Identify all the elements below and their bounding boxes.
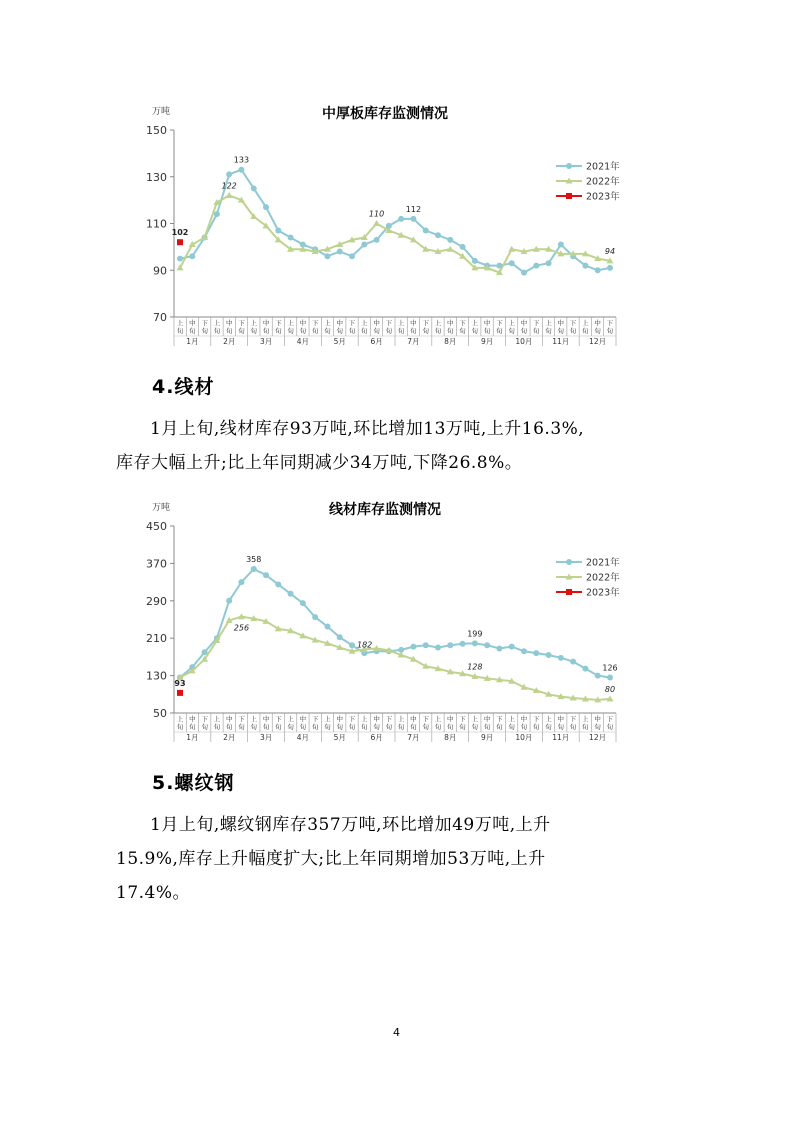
x-period-label-top: 下 — [569, 319, 577, 327]
x-period-label-top: 下 — [569, 715, 577, 723]
x-period-label-top: 下 — [201, 715, 208, 723]
y-tick-label: 110 — [146, 217, 167, 231]
x-period-label-bottom: 旬 — [545, 723, 552, 731]
x-month-label: 11月 — [552, 337, 570, 346]
x-period-label-bottom: 旬 — [459, 327, 466, 335]
section5-line-3: 17.4%。 — [116, 883, 191, 903]
x-period-label-top: 下 — [348, 715, 356, 723]
data-point — [582, 263, 588, 269]
data-point — [570, 659, 576, 665]
data-point — [177, 256, 183, 262]
wire-rod-inventory-chart-svg — [0, 492, 793, 742]
x-period-label-top: 中 — [336, 319, 343, 327]
section5-line-1: 1月上旬,螺纹钢库存357万吨,环比增加49万吨,上升 — [150, 815, 551, 835]
data-label: 102 — [171, 228, 189, 238]
x-period-label-top: 上 — [545, 319, 552, 327]
data-point — [288, 235, 294, 241]
data-point — [337, 634, 343, 640]
data-point — [546, 260, 552, 266]
data-label: 128 — [467, 662, 483, 672]
data-point — [312, 614, 318, 620]
data-point — [177, 690, 183, 696]
x-period-label-bottom: 旬 — [447, 327, 454, 335]
x-period-label-top: 上 — [250, 319, 258, 327]
x-period-label-top: 中 — [226, 319, 233, 327]
data-label: 126 — [602, 663, 618, 673]
x-period-label-top: 上 — [287, 319, 294, 327]
x-period-label-bottom: 旬 — [471, 327, 479, 335]
x-month-label: 11月 — [552, 733, 570, 742]
section5-line-2: 15.9%,库存上升幅度扩大;比上年同期增加53万吨,上升 — [116, 849, 546, 869]
x-period-label-top: 下 — [385, 319, 393, 327]
x-period-label-top: 中 — [373, 715, 380, 723]
x-period-label-bottom: 旬 — [213, 723, 221, 731]
x-period-label-top: 中 — [262, 319, 270, 327]
data-point — [533, 263, 539, 269]
data-label: 93 — [174, 678, 186, 688]
plate-inventory-chart — [0, 96, 793, 346]
data-point — [349, 253, 355, 259]
x-period-label-bottom: 旬 — [557, 327, 564, 335]
x-period-label-top: 上 — [287, 715, 294, 723]
x-period-label-bottom: 旬 — [410, 723, 417, 731]
x-month-label: 5月 — [333, 337, 346, 346]
x-period-label-top: 下 — [311, 319, 319, 327]
x-period-label-top: 中 — [557, 715, 564, 723]
page-number: 4 — [393, 1026, 400, 1039]
x-period-label-bottom: 旬 — [520, 327, 528, 335]
x-period-label-top: 中 — [483, 319, 491, 327]
data-point — [509, 260, 515, 266]
data-label: 112 — [405, 204, 422, 214]
x-period-label-top: 中 — [262, 715, 270, 723]
data-point — [275, 228, 281, 234]
y-tick-label: 370 — [146, 557, 167, 571]
x-period-label-top: 下 — [532, 715, 540, 723]
data-point — [521, 648, 527, 654]
x-period-label-bottom: 旬 — [189, 723, 196, 731]
x-period-label-bottom: 旬 — [471, 723, 479, 731]
data-point — [226, 598, 232, 604]
x-period-label-top: 上 — [471, 319, 479, 327]
x-period-label-bottom: 旬 — [569, 723, 577, 731]
data-point — [275, 581, 281, 587]
legend-marker — [566, 559, 572, 565]
data-point — [460, 244, 466, 250]
x-period-label-top: 中 — [594, 319, 601, 327]
x-period-label-bottom: 旬 — [397, 723, 405, 731]
x-period-label-bottom: 旬 — [594, 723, 601, 731]
x-period-label-bottom: 旬 — [361, 723, 368, 731]
x-period-label-top: 中 — [410, 319, 417, 327]
x-month-label: 6月 — [370, 733, 383, 742]
wire-rod-inventory-chart — [0, 492, 793, 742]
x-period-label-top: 下 — [311, 715, 319, 723]
x-period-label-top: 下 — [201, 319, 208, 327]
x-period-label-top: 中 — [373, 319, 380, 327]
x-month-label: 9月 — [480, 337, 494, 346]
x-period-label-top: 中 — [336, 715, 343, 723]
x-period-label-top: 上 — [545, 715, 552, 723]
section4-paragraph — [116, 412, 686, 480]
x-month-label: 9月 — [480, 733, 494, 742]
x-period-label-top: 中 — [594, 715, 601, 723]
data-label: 133 — [233, 155, 250, 165]
x-period-label-bottom: 旬 — [594, 327, 601, 335]
data-point — [251, 185, 257, 191]
x-period-label-top: 下 — [385, 715, 393, 723]
x-period-label-bottom: 旬 — [311, 327, 319, 335]
section4-line-2: 库存大幅上升;比上年同期减少34万吨,下降26.8%。 — [116, 453, 523, 473]
x-period-label-bottom: 旬 — [385, 327, 393, 335]
x-month-label: 1月 — [186, 337, 199, 346]
x-period-label-bottom: 旬 — [496, 327, 503, 335]
x-month-label: 2月 — [223, 337, 236, 346]
x-period-label-bottom: 旬 — [569, 327, 577, 335]
x-period-label-top: 下 — [459, 715, 466, 723]
x-period-label-top: 下 — [348, 319, 356, 327]
data-point — [288, 591, 294, 597]
x-period-label-bottom: 旬 — [226, 723, 233, 731]
x-period-label-bottom: 旬 — [287, 327, 294, 335]
section4-line-1: 1月上旬,线材库存93万吨,环比增加13万吨,上升16.3%, — [150, 419, 585, 439]
x-period-label-top: 上 — [397, 319, 405, 327]
data-point — [324, 624, 330, 630]
x-month-label: 5月 — [333, 733, 346, 742]
x-period-label-bottom: 旬 — [459, 723, 466, 731]
x-period-label-top: 上 — [397, 715, 405, 723]
x-period-label-bottom: 旬 — [275, 723, 282, 731]
x-period-label-bottom: 旬 — [176, 327, 184, 335]
data-point — [238, 579, 244, 585]
x-month-label: 3月 — [259, 337, 273, 346]
x-period-label-top: 下 — [275, 319, 282, 327]
x-period-label-bottom: 旬 — [238, 723, 245, 731]
x-period-label-top: 下 — [496, 715, 503, 723]
x-period-label-bottom: 旬 — [397, 327, 405, 335]
data-point — [595, 267, 601, 273]
x-month-label: 2月 — [223, 733, 236, 742]
data-point — [521, 270, 527, 276]
data-point — [595, 673, 601, 679]
x-period-label-bottom: 旬 — [287, 723, 294, 731]
data-label: 110 — [368, 209, 385, 219]
data-point — [472, 258, 478, 264]
x-period-label-bottom: 旬 — [348, 723, 356, 731]
x-month-label: 10月 — [515, 733, 533, 742]
x-period-label-top: 中 — [226, 715, 233, 723]
x-period-label-top: 下 — [275, 715, 282, 723]
x-period-label-top: 上 — [324, 715, 331, 723]
data-point — [447, 642, 453, 648]
x-month-label: 12月 — [589, 337, 607, 346]
legend-label: 2021年 — [586, 161, 620, 173]
x-month-label: 1月 — [186, 733, 199, 742]
data-point — [558, 655, 564, 661]
x-period-label-top: 下 — [238, 715, 245, 723]
y-tick-label: 450 — [146, 520, 167, 533]
x-period-label-bottom: 旬 — [226, 327, 233, 335]
x-period-label-top: 上 — [361, 715, 368, 723]
section5-heading: 5.螺纹钢 — [152, 772, 235, 794]
x-period-label-bottom: 旬 — [557, 723, 564, 731]
x-period-label-bottom: 旬 — [520, 723, 528, 731]
x-period-label-bottom: 旬 — [532, 327, 540, 335]
series-line-1 — [180, 195, 610, 272]
data-point — [423, 228, 429, 234]
x-period-label-top: 中 — [189, 715, 196, 723]
x-period-label-bottom: 旬 — [483, 723, 491, 731]
x-period-label-top: 下 — [238, 319, 245, 327]
data-point — [251, 566, 257, 572]
x-period-label-top: 上 — [213, 715, 221, 723]
data-point — [546, 652, 552, 658]
data-point — [558, 242, 564, 248]
data-point — [263, 572, 269, 578]
x-period-label-top: 上 — [434, 319, 442, 327]
x-period-label-bottom: 旬 — [336, 327, 343, 335]
x-month-label: 7月 — [407, 733, 420, 742]
y-tick-label: 130 — [146, 170, 167, 184]
legend-marker — [566, 163, 572, 169]
x-month-label: 12月 — [589, 733, 607, 742]
data-point — [226, 171, 232, 177]
data-point — [189, 253, 195, 259]
x-period-label-bottom: 旬 — [606, 723, 614, 731]
x-period-label-top: 上 — [582, 319, 589, 327]
x-period-label-bottom: 旬 — [311, 723, 319, 731]
x-period-label-bottom: 旬 — [582, 723, 589, 731]
data-point — [374, 237, 380, 243]
legend-label: 2023年 — [586, 191, 620, 203]
data-point — [373, 220, 380, 226]
x-period-label-top: 上 — [471, 715, 479, 723]
x-period-label-top: 中 — [189, 319, 196, 327]
x-period-label-bottom: 旬 — [508, 723, 515, 731]
chart-title: 线材库存监测情况 — [329, 502, 441, 518]
x-period-label-bottom: 旬 — [606, 327, 614, 335]
x-period-label-top: 下 — [422, 319, 429, 327]
x-period-label-top: 上 — [250, 715, 258, 723]
x-period-label-bottom: 旬 — [545, 327, 552, 335]
x-period-label-bottom: 旬 — [361, 327, 368, 335]
y-tick-label: 70 — [153, 311, 167, 324]
x-period-label-bottom: 旬 — [422, 723, 429, 731]
x-period-label-top: 中 — [520, 319, 528, 327]
data-point — [435, 232, 441, 238]
section4-heading: 4.线材 — [152, 376, 215, 398]
y-tick-label: 90 — [153, 264, 167, 278]
x-period-label-top: 上 — [176, 319, 184, 327]
x-month-label: 7月 — [407, 337, 420, 346]
data-point — [337, 249, 343, 255]
data-point — [509, 644, 515, 650]
data-label: 182 — [357, 640, 373, 650]
x-period-label-bottom: 旬 — [201, 327, 208, 335]
data-point — [472, 640, 478, 646]
x-period-label-bottom: 旬 — [250, 723, 258, 731]
x-month-label: 6月 — [370, 337, 383, 346]
data-label: 94 — [604, 246, 616, 256]
y-unit-label: 万吨 — [152, 107, 171, 117]
x-period-label-bottom: 旬 — [189, 327, 196, 335]
data-point — [214, 211, 220, 217]
chart-title: 中厚板库存监测情况 — [322, 106, 448, 122]
x-period-label-top: 下 — [532, 319, 540, 327]
data-point — [177, 239, 183, 245]
y-tick-label: 290 — [146, 594, 167, 608]
x-period-label-top: 中 — [299, 319, 307, 327]
x-month-label: 3月 — [259, 733, 273, 742]
x-period-label-bottom: 旬 — [262, 327, 270, 335]
x-period-label-top: 中 — [557, 319, 564, 327]
section5-paragraph — [116, 808, 686, 910]
x-period-label-bottom: 旬 — [250, 327, 258, 335]
data-point — [607, 265, 613, 271]
data-point — [398, 216, 404, 222]
data-point — [484, 642, 490, 648]
data-point — [349, 642, 355, 648]
data-point — [410, 216, 416, 222]
x-period-label-bottom: 旬 — [385, 723, 393, 731]
x-period-label-top: 下 — [459, 319, 466, 327]
y-tick-label: 210 — [146, 632, 167, 646]
x-period-label-top: 上 — [582, 715, 589, 723]
x-period-label-bottom: 旬 — [434, 723, 442, 731]
data-label: 256 — [233, 623, 250, 633]
x-period-label-top: 中 — [410, 715, 417, 723]
x-period-label-bottom: 旬 — [213, 327, 221, 335]
x-period-label-bottom: 旬 — [299, 327, 307, 335]
data-label: 80 — [604, 684, 616, 694]
data-point — [324, 253, 330, 259]
x-period-label-bottom: 旬 — [496, 723, 503, 731]
x-month-label: 4月 — [296, 733, 310, 742]
x-month-label: 8月 — [444, 733, 457, 742]
x-period-label-bottom: 旬 — [176, 723, 184, 731]
data-point — [496, 645, 502, 651]
x-period-label-bottom: 旬 — [582, 327, 589, 335]
x-month-label: 4月 — [296, 337, 310, 346]
x-period-label-top: 上 — [508, 715, 515, 723]
data-point — [423, 642, 429, 648]
x-period-label-top: 上 — [508, 319, 515, 327]
x-period-label-top: 中 — [447, 319, 454, 327]
y-unit-label: 万吨 — [152, 503, 171, 513]
x-period-label-bottom: 旬 — [275, 327, 282, 335]
x-period-label-top: 下 — [496, 319, 503, 327]
x-period-label-bottom: 旬 — [508, 327, 515, 335]
x-month-label: 10月 — [515, 337, 533, 346]
data-point — [410, 644, 416, 650]
x-period-label-top: 上 — [176, 715, 184, 723]
data-point — [435, 645, 441, 651]
x-period-label-bottom: 旬 — [434, 327, 442, 335]
x-period-label-bottom: 旬 — [373, 327, 380, 335]
x-period-label-bottom: 旬 — [373, 723, 380, 731]
x-month-label: 8月 — [444, 337, 457, 346]
x-period-label-bottom: 旬 — [238, 327, 245, 335]
data-point — [263, 204, 269, 210]
x-period-label-bottom: 旬 — [422, 327, 429, 335]
x-period-label-top: 上 — [324, 319, 331, 327]
x-period-label-bottom: 旬 — [324, 327, 331, 335]
x-period-label-top: 下 — [606, 715, 614, 723]
y-tick-label: 150 — [146, 124, 167, 137]
x-period-label-bottom: 旬 — [410, 327, 417, 335]
x-period-label-bottom: 旬 — [201, 723, 208, 731]
x-period-label-bottom: 旬 — [348, 327, 356, 335]
data-label: 122 — [221, 181, 237, 191]
y-tick-label: 50 — [153, 707, 167, 720]
data-point — [447, 237, 453, 243]
x-period-label-top: 上 — [434, 715, 442, 723]
plate-inventory-chart-svg — [0, 96, 793, 346]
data-point — [361, 242, 367, 248]
x-period-label-bottom: 旬 — [336, 723, 343, 731]
data-label: 199 — [467, 629, 483, 639]
data-point — [460, 641, 466, 647]
x-period-label-bottom: 旬 — [299, 723, 307, 731]
data-point — [533, 650, 539, 656]
series-line-0 — [180, 170, 610, 273]
x-period-label-bottom: 旬 — [483, 327, 491, 335]
data-point — [226, 192, 233, 198]
data-point — [582, 666, 588, 672]
legend-label: 2021年 — [586, 557, 620, 569]
x-period-label-bottom: 旬 — [447, 723, 454, 731]
x-period-label-top: 上 — [361, 319, 368, 327]
x-period-label-top: 中 — [447, 715, 454, 723]
x-period-label-top: 下 — [606, 319, 614, 327]
x-period-label-top: 中 — [483, 715, 491, 723]
x-period-label-bottom: 旬 — [532, 723, 540, 731]
legend-label: 2023年 — [586, 587, 620, 599]
data-point — [607, 674, 613, 680]
legend-label: 2022年 — [586, 572, 620, 584]
x-period-label-top: 上 — [213, 319, 221, 327]
data-point — [238, 167, 244, 173]
data-point — [300, 600, 306, 606]
x-period-label-bottom: 旬 — [262, 723, 270, 731]
x-period-label-bottom: 旬 — [324, 723, 331, 731]
legend-marker — [566, 193, 572, 199]
x-period-label-top: 中 — [520, 715, 528, 723]
legend-label: 2022年 — [586, 176, 620, 188]
data-label: 358 — [246, 555, 262, 565]
x-period-label-top: 下 — [422, 715, 429, 723]
y-tick-label: 130 — [146, 669, 167, 683]
legend-marker — [566, 589, 572, 595]
x-period-label-top: 中 — [299, 715, 307, 723]
